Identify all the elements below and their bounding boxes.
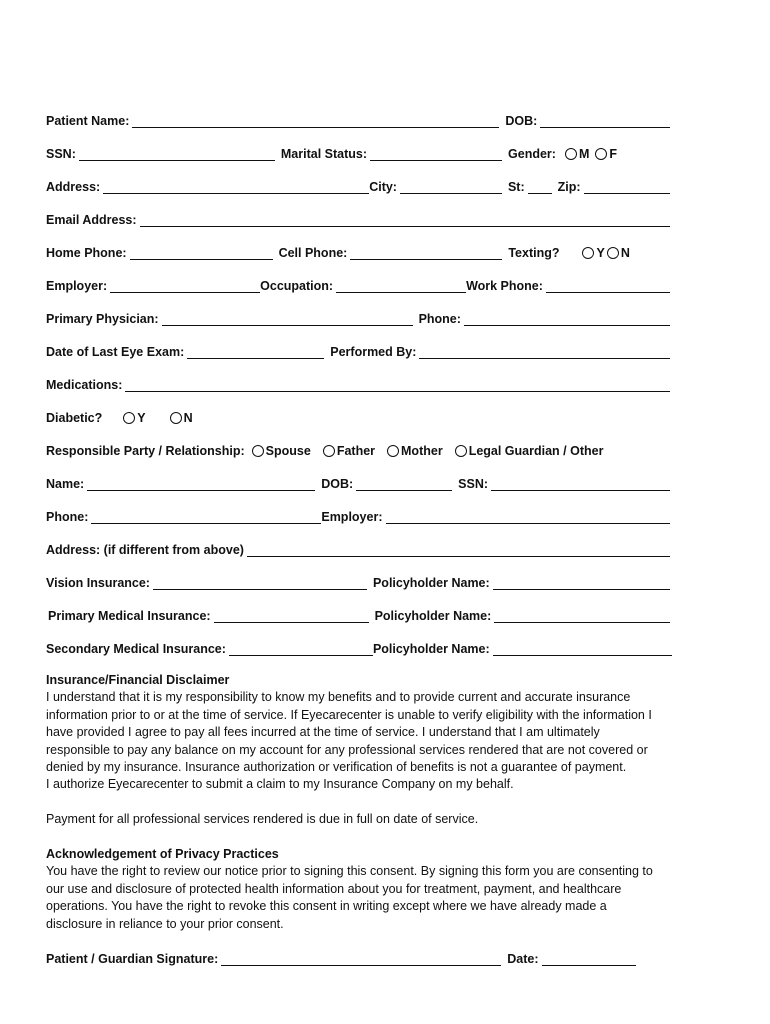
radio-circle-icon [387,445,399,457]
relationship-father-radio[interactable]: Father [323,444,375,458]
responsible-dob-label: DOB: [321,477,354,491]
last-exam-label: Date of Last Eye Exam: [46,345,185,359]
dob-field[interactable] [540,115,670,128]
marital-status-label: Marital Status: [280,147,368,161]
signature-date-field[interactable] [542,953,636,966]
signature-label: Patient / Guardian Signature: [46,952,219,966]
disclaimer-line: denied by my insurance. Insurance authorization or verification of benefits is not a guarantee of payment. [46,760,627,775]
disclaimer-line: I understand that it is my responsibility to know my benefits and to provide current and accurate insurance [46,690,631,705]
city-label: City: [369,180,397,194]
primary-insurance-label: Primary Medical Insurance: [48,609,211,623]
ssn-row [46,143,670,161]
radio-circle-icon [607,247,619,259]
payment-statement: Payment for all professional services rendered is due in full on date of service. [46,812,479,826]
privacy-acknowledgement [46,846,686,933]
responsible-address-label: Address: (if different from above) [46,543,244,557]
signature-field[interactable] [221,953,501,966]
relationship-mother-radio[interactable]: Mother [387,444,443,458]
responsible-name-label: Name: [46,477,85,491]
marital-status-field[interactable] [370,148,502,161]
address-row [46,176,670,194]
radio-circle-icon [595,148,607,160]
secondary-insurance-field[interactable] [229,643,373,656]
physician-field[interactable] [162,313,413,326]
responsible-employer-label: Employer: [321,510,383,524]
responsible-employer-field[interactable] [386,511,671,524]
dob-label: DOB: [505,114,538,128]
responsible-phone-row [46,506,670,524]
radio-circle-icon [455,445,467,457]
gender-m-radio[interactable]: M [565,147,589,161]
vision-insurance-label: Vision Insurance: [46,576,150,590]
vision-insurance-row [46,572,670,590]
diabetic-y-radio[interactable]: Y [123,411,145,425]
diabetic-label: Diabetic? [46,411,103,425]
privacy-line: operations. You have the right to revoke this consent in writing except where we have already made a [46,899,607,914]
signature-row [46,948,636,966]
radio-circle-icon [565,148,577,160]
gender-label: Gender: [508,147,556,161]
ssn-label: SSN: [46,147,76,161]
primary-policyholder-label: Policyholder Name: [374,609,492,623]
privacy-line: our use and disclosure of protected health information about you for treatment, payment, and healthcare [46,881,622,896]
physician-row [46,308,670,326]
cell-phone-field[interactable] [350,247,502,260]
medications-row [46,374,670,392]
ssn-field[interactable] [79,148,275,161]
texting-label: Texting? [508,246,560,260]
relationship-spouse-radio[interactable]: Spouse [252,444,311,458]
employer-field[interactable] [110,280,260,293]
email-row [46,209,670,227]
disclaimer-heading: Insurance/Financial Disclaimer [46,673,230,687]
radio-circle-icon [582,247,594,259]
diabetic-row [46,407,670,425]
vision-policyholder-field[interactable] [493,577,670,590]
zip-label: Zip: [557,180,581,194]
primary-insurance-field[interactable] [214,610,369,623]
radio-circle-icon [170,412,182,424]
relationship-guardian-radio[interactable]: Legal Guardian / Other [455,444,604,458]
zip-field[interactable] [584,181,670,194]
work-phone-field[interactable] [546,280,670,293]
primary-policyholder-field[interactable] [494,610,670,623]
secondary-policyholder-field[interactable] [493,643,672,656]
occupation-label: Occupation: [260,279,334,293]
privacy-line: disclosure in reliance to your prior consent. [46,916,284,931]
email-field[interactable] [140,214,670,227]
physician-phone-field[interactable] [464,313,670,326]
responsible-phone-label: Phone: [46,510,89,524]
texting-n-radio[interactable]: N [607,246,630,260]
disclaimer-line: information prior to or at the time of service. If Eyecarecenter is unable to verify eligibility with the information I [46,707,652,722]
texting-y-radio[interactable]: Y [582,246,604,260]
disclaimer-line: have provided I agree to pay all fees incurred at the time of service. I understand that I am ultimately [46,725,600,740]
occupation-field[interactable] [336,280,466,293]
home-phone-field[interactable] [130,247,273,260]
last-exam-row [46,341,670,359]
state-field[interactable] [528,181,552,194]
relationship-row [46,440,670,458]
insurance-disclaimer [46,672,686,794]
responsible-phone-field[interactable] [91,511,321,524]
responsible-ssn-field[interactable] [491,478,670,491]
gender-f-radio[interactable]: F [595,147,617,161]
employer-row [46,275,670,293]
address-field[interactable] [103,181,369,194]
phone-row [46,242,670,260]
privacy-line: You have the right to review our notice prior to signing this consent. By signing this form you are consenting to [46,864,653,879]
secondary-insurance-row [46,638,672,656]
work-phone-label: Work Phone: [466,279,543,293]
vision-policyholder-label: Policyholder Name: [372,576,490,590]
physician-label: Primary Physician: [46,312,159,326]
patient-name-label: Patient Name: [46,114,130,128]
radio-circle-icon [123,412,135,424]
primary-insurance-row [48,605,670,623]
physician-phone-label: Phone: [418,312,461,326]
radio-circle-icon [252,445,264,457]
state-label: St: [507,180,525,194]
responsible-ssn-label: SSN: [458,477,489,491]
email-label: Email Address: [46,213,137,227]
vision-insurance-field[interactable] [153,577,367,590]
last-exam-field[interactable] [187,346,324,359]
disclaimer-line: responsible to pay any balance on my account for any professional services rendered that are not covered or [46,742,648,757]
responsible-address-field[interactable] [247,544,670,557]
secondary-insurance-label: Secondary Medical Insurance: [46,642,226,656]
responsible-address-row [46,539,670,557]
performed-by-label: Performed By: [330,345,417,359]
performed-by-field[interactable] [419,346,670,359]
cell-phone-label: Cell Phone: [278,246,348,260]
medications-label: Medications: [46,378,123,392]
responsible-dob-field[interactable] [356,478,452,491]
employer-label: Employer: [46,279,108,293]
disclaimer-line: I authorize Eyecarecenter to submit a claim to my Insurance Company on my behalf. [46,777,514,792]
secondary-policyholder-label: Policyholder Name: [372,642,490,656]
privacy-heading: Acknowledgement of Privacy Practices [46,847,279,861]
responsible-name-row [46,473,670,491]
city-field[interactable] [400,181,502,194]
medications-field[interactable] [125,379,670,392]
address-label: Address: [46,180,101,194]
responsible-name-field[interactable] [87,478,315,491]
relationship-label: Responsible Party / Relationship: [46,444,245,458]
diabetic-n-radio[interactable]: N [170,411,193,425]
patient-name-field[interactable] [132,115,499,128]
signature-date-label: Date: [507,952,539,966]
radio-circle-icon [323,445,335,457]
home-phone-label: Home Phone: [46,246,127,260]
patient-name-row [46,110,670,128]
